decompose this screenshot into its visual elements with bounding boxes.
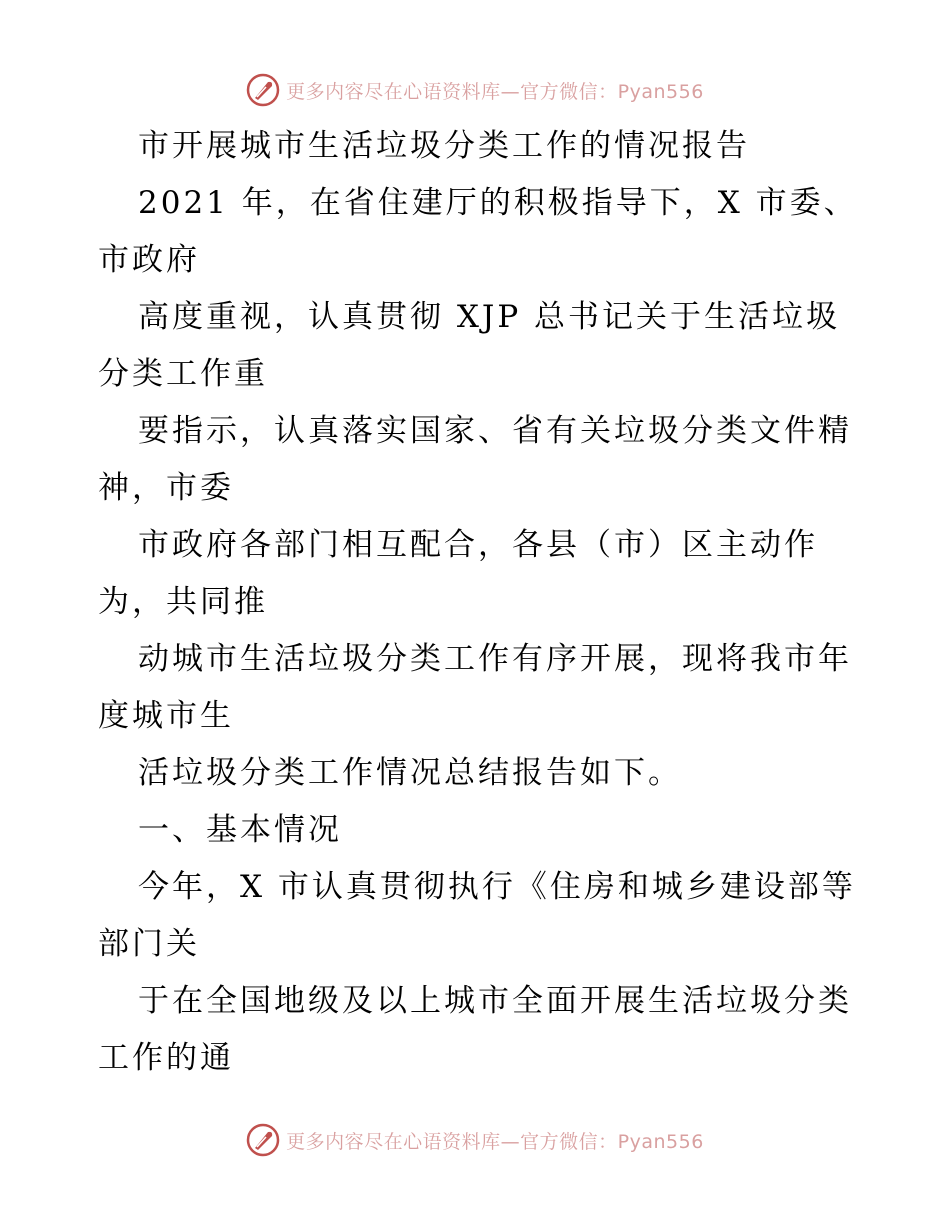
paragraph-line: 工作的通 xyxy=(98,1040,234,1076)
watermark-text: 更多内容尽在心语资料库—官方微信：Pyan556 xyxy=(286,80,704,103)
watermark-banner-bottom xyxy=(0,1120,950,1160)
paragraph-line: 市政府 xyxy=(98,242,200,278)
paragraph-line: 要指示，认真落实国家、省有关垃圾分类文件精 xyxy=(138,413,852,449)
watermark-text: 更多内容尽在心语资料库—官方微信：Pyan556 xyxy=(286,1130,704,1153)
paragraph-line: 为，共同推 xyxy=(98,584,268,620)
section-heading: 一、基本情况 xyxy=(138,812,342,848)
document-body xyxy=(98,118,858,1087)
paragraph-line: 高度重视，认真贯彻 XJP 总书记关于生活垃圾 xyxy=(138,299,841,335)
paragraph-line: 神，市委 xyxy=(98,470,234,506)
document-title: 市开展城市生活垃圾分类工作的情况报告 xyxy=(138,128,750,164)
paragraph-line: 于在全国地级及以上城市全面开展生活垃圾分类 xyxy=(138,983,852,1019)
paragraph-line: 今年，X 市认真贯彻执行《住房和城乡建设部等 xyxy=(138,869,856,905)
paragraph-line: 动城市生活垃圾分类工作有序开展，现将我市年 xyxy=(138,641,852,677)
paragraph-line: 分类工作重 xyxy=(98,356,268,392)
quill-pen-logo-icon xyxy=(246,73,280,107)
paragraph-line: 2021 年，在省住建厅的积极指导下，X 市委、 xyxy=(138,185,858,221)
paragraph-line: 部门关 xyxy=(98,926,200,962)
watermark-banner-top xyxy=(0,70,950,110)
quill-pen-logo-icon xyxy=(246,1123,280,1157)
paragraph-line: 度城市生 xyxy=(98,698,234,734)
paragraph-line: 活垃圾分类工作情况总结报告如下。 xyxy=(138,755,682,791)
paragraph-line: 市政府各部门相互配合，各县（市）区主动作 xyxy=(138,527,818,563)
